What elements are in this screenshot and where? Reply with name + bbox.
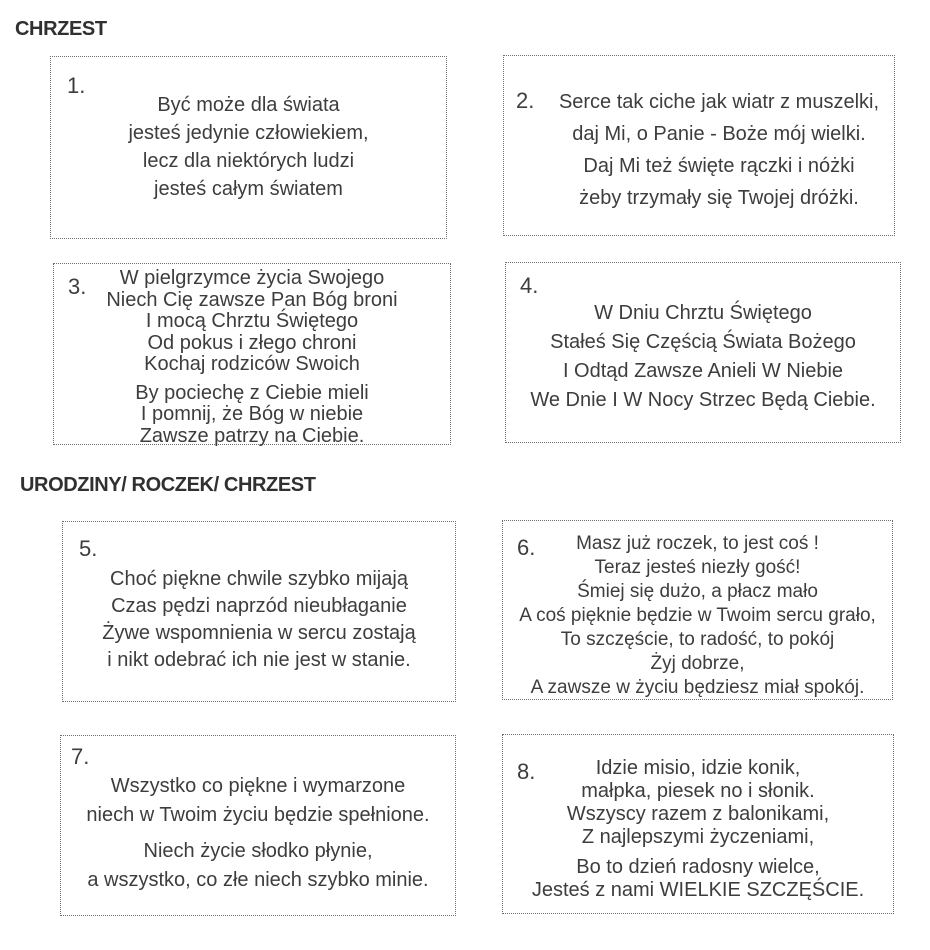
verse-line: Niech Cię zawsze Pan Bóg broni — [106, 288, 398, 311]
verse-number-3: 3. — [68, 274, 87, 299]
verse-line: W pielgrzymce życia Swojego — [119, 267, 385, 289]
verse-line: Bo to dzień radosny wielce, — [576, 856, 820, 878]
verse-line: Zawsze patrzy na Ciebie. — [139, 424, 365, 447]
verse-line: A coś pięknie będzie w Twoim sercu grało, — [519, 605, 876, 626]
verse-line: niech w Twoim życiu będzie spełnione. — [86, 804, 430, 826]
verse-line: Być może dla świata — [157, 94, 340, 116]
verse-line: Idzie misio, idzie konik, — [595, 757, 801, 779]
verse-line: By pociechę z Ciebie mieli — [135, 381, 369, 404]
verse-line: I Odtąd Zawsze Anieli W Niebie — [562, 360, 844, 382]
verse-box-6 — [502, 520, 893, 700]
verse-line: Czas pędzi naprzód nieubłaganie — [111, 595, 407, 617]
verse-text-2 — [504, 56, 894, 214]
verse-box-4 — [505, 262, 901, 443]
verse-line: To szczęście, to radość, to pokój — [560, 629, 835, 650]
verse-text-4 — [506, 263, 900, 415]
verse-text-7 — [61, 736, 455, 895]
verse-line: A zawsze w życiu będziesz miał spokój. — [530, 677, 865, 698]
verse-line: Niech życie słodko płynie, — [143, 840, 373, 862]
verse-line: żeby trzymały się Twojej dróżki. — [579, 187, 859, 209]
verse-line: I pomnij, że Bóg w niebie — [140, 403, 364, 425]
verse-line: jesteś całym światem — [154, 178, 343, 200]
verse-line: Kochaj rodziców Swoich — [144, 353, 360, 375]
verse-box-5 — [62, 521, 456, 702]
verse-box-8 — [502, 734, 894, 914]
verse-number-6: 6. — [517, 535, 536, 560]
verse-line: Wszystko co piękne i wymarzone — [110, 775, 406, 797]
verse-text-1 — [51, 57, 446, 203]
verse-text-3 — [54, 264, 450, 447]
verse-text-8 — [503, 735, 893, 902]
verse-line: Od pokus i złego chroni — [147, 331, 357, 354]
verse-line: W Dniu Chrztu Świętego — [594, 302, 812, 324]
verse-text-6 — [503, 521, 892, 700]
verse-line: Daj Mi też święte rączki i nóżki — [583, 155, 855, 177]
verse-box-2 — [503, 55, 895, 236]
verse-box-7 — [60, 735, 456, 916]
verse-line: małpka, piesek no i słonik. — [581, 780, 815, 802]
verse-box-3 — [53, 263, 451, 445]
section-title-urodziny-roczek-chrzest: URODZINY/ ROCZEK/ CHRZEST — [20, 474, 316, 496]
verse-line: Żyj dobrze, — [650, 653, 745, 674]
verse-line: Jesteś z nami WIELKIE SZCZĘŚCIE. — [531, 879, 865, 901]
verse-line: a wszystko, co złe niech szybko minie. — [87, 869, 429, 891]
verse-line: Choć piękne chwile szybko mijają — [110, 568, 408, 590]
verse-line: Teraz jesteś niezły gość! — [594, 557, 801, 578]
verse-number-7: 7. — [71, 744, 90, 769]
verse-line: jesteś jedynie człowiekiem, — [128, 122, 369, 144]
verse-line: i nikt odebrać ich nie jest w stanie. — [107, 649, 411, 671]
verse-line: We Dnie I W Nocy Strzec Będą Ciebie. — [530, 389, 876, 411]
verse-line: Żywe wspomnienia w sercu zostają — [102, 622, 416, 644]
verse-line: I mocą Chrztu Świętego — [145, 310, 359, 332]
verse-number-8: 8. — [517, 759, 536, 784]
verse-line: Z najlepszymi życzeniami, — [581, 826, 815, 848]
verse-text-5 — [63, 522, 455, 674]
verse-box-1 — [50, 56, 447, 239]
verse-number-5: 5. — [79, 536, 98, 561]
verse-number-1: 1. — [67, 73, 86, 98]
verse-number-4: 4. — [520, 273, 539, 298]
verse-line: Masz już roczek, to jest coś ! — [576, 533, 819, 554]
section-title-chrzest: CHRZEST — [15, 18, 107, 40]
verse-line: daj Mi, o Panie - Boże mój wielki. — [572, 123, 866, 145]
verse-line: Serce tak ciche jak wiatr z muszelki, — [558, 91, 880, 113]
verse-number-2: 2. — [516, 88, 535, 113]
verse-line: lecz dla niektórych ludzi — [142, 150, 355, 172]
verse-line: Wszyscy razem z balonikami, — [566, 803, 830, 825]
verse-line: Stałeś Się Częścią Świata Bożego — [550, 331, 856, 353]
verse-line: Śmiej się dużo, a płacz mało — [577, 581, 818, 602]
